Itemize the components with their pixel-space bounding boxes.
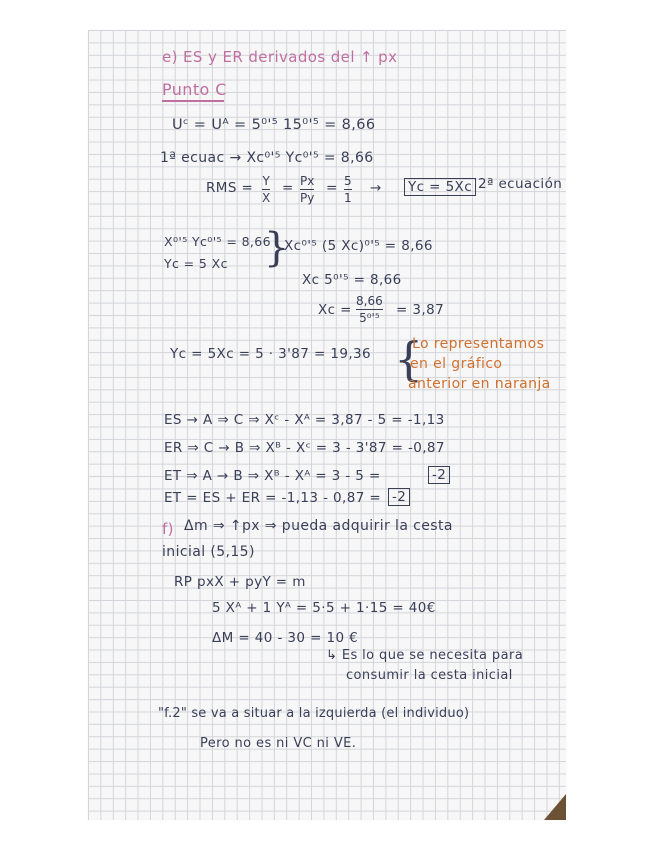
section-f-text: Δm ⇒ ↑px ⇒ pueda adquirir la cesta — [184, 518, 453, 534]
fraction-denominator: 5⁰'⁵ — [359, 311, 380, 325]
second-equation-label: 2ª ecuación — [478, 176, 563, 192]
fraction-y-x — [262, 174, 270, 205]
rp-substitution: 5 Xᴬ + 1 Yᴬ = 5·5 + 1·15 = 40€ — [212, 600, 436, 616]
et-sum-result-box: -2 — [388, 488, 410, 506]
final-line: Pero no es ni VC ni VE. — [200, 736, 357, 751]
punto-c-title: Punto C — [162, 80, 227, 99]
rms-label: RMS = — [206, 180, 254, 196]
punto-c-underline — [162, 100, 224, 102]
et-sum-line: ET = ES + ER = -1,13 - 0,87 = — [164, 490, 382, 506]
fraction-5-1 — [344, 174, 352, 205]
f2-line: "f.2" se va a situar a la izquierda (el individuo) — [158, 706, 470, 721]
note-line-2: consumir la cesta inicial — [346, 668, 513, 683]
fraction-numerator: 8,66 — [356, 294, 383, 308]
orange-note-2: en el gráfico — [410, 356, 503, 372]
section-f-text-2: inicial (5,15) — [162, 544, 255, 560]
et-result-box: -2 — [428, 466, 450, 484]
second-equation-box: Yc = 5Xc — [404, 178, 476, 196]
xc-result: = 3,87 — [396, 302, 445, 318]
delta-m-line: ΔM = 40 - 30 = 10 € — [212, 630, 359, 646]
orange-note-3: anterior en naranja — [408, 376, 551, 392]
first-equation: 1ª ecuac → Xc⁰'⁵ Yc⁰'⁵ = 8,66 — [160, 150, 374, 166]
es-line: ES → A ⇒ C ⇒ Xᶜ - Xᴬ = 3,87 - 5 = -1,13 — [164, 412, 445, 428]
fraction-numerator: Y — [262, 174, 270, 188]
system-eq-1: X⁰'⁵ Yc⁰'⁵ = 8,66 — [164, 234, 272, 249]
substitution: Xc⁰'⁵ (5 Xc)⁰'⁵ = 8,66 — [284, 238, 433, 254]
fraction-866 — [356, 294, 383, 325]
note-line-1: ↳ Es lo que se necesita para — [326, 648, 524, 663]
orange-brace: { — [394, 332, 424, 386]
fraction-denominator: X — [262, 191, 271, 205]
system-eq-2: Yc = 5 Xc — [164, 256, 228, 271]
er-line: ER ⇒ C → B ⇒ Xᴮ - Xᶜ = 3 - 3'87 = -0,87 — [164, 440, 445, 456]
fraction-numerator: 5 — [344, 174, 352, 188]
fraction-denominator: 1 — [344, 191, 352, 205]
fraction-px-py — [300, 174, 314, 205]
section-f-label: f) — [162, 520, 174, 538]
xc-label: Xc = — [318, 302, 352, 318]
arrow: → — [370, 180, 382, 196]
yc-calculation: Yc = 5Xc = 5 · 3'87 = 19,36 — [170, 346, 371, 362]
simplified-eq: Xc 5⁰'⁵ = 8,66 — [302, 272, 402, 288]
page-corner — [544, 794, 566, 820]
utility-equation: Uᶜ = Uᴬ = 5⁰'⁵ 15⁰'⁵ = 8,66 — [172, 117, 376, 133]
fraction-numerator: Px — [300, 174, 315, 188]
system-brace: } — [264, 225, 290, 271]
section-e-heading: e) ES y ER derivados del ↑ px — [162, 48, 398, 66]
rp-equation: RP pxX + pyY = m — [174, 574, 306, 590]
fraction-denominator: Py — [300, 191, 315, 205]
equals-sign: = — [326, 180, 338, 196]
equals-sign: = — [282, 180, 294, 196]
orange-note-1: Lo representamos — [412, 336, 545, 352]
et-line: ET ⇒ A → B ⇒ Xᴮ - Xᴬ = 3 - 5 = — [164, 468, 381, 484]
